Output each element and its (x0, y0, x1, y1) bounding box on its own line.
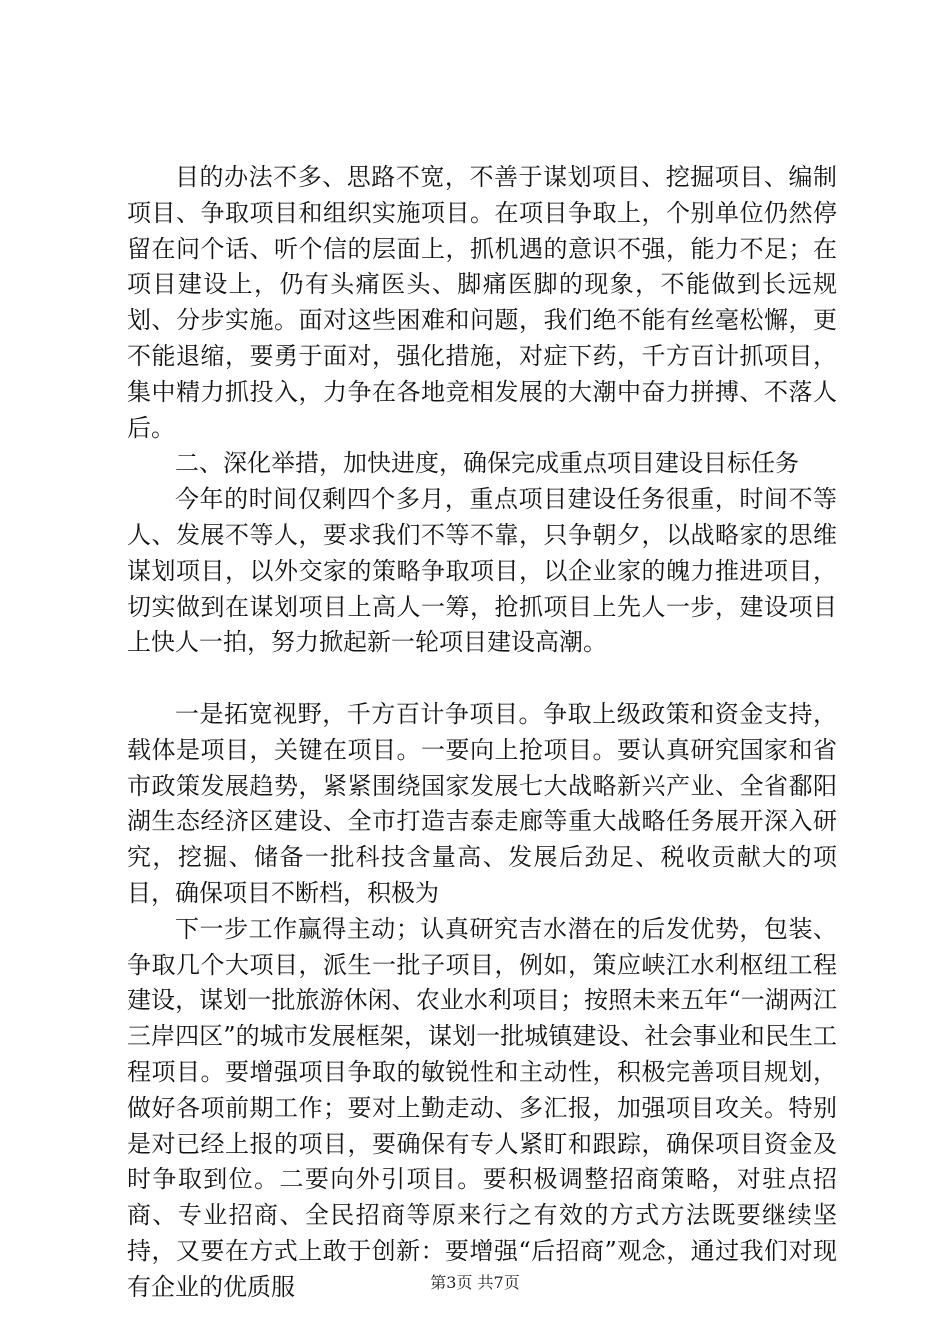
paragraph-next-step: 下一步工作赢得主动；认真研究吉水潜在的后发优势，包装、争取几个大项目，派生一批子项目，例如，策应峡江水利枢纽工程建设，谋划一批旅游休闲、农业水利项目；按照未来五年“一湖两江三岸四区”的城市发展框架，谋划一批城镇建设、社会事业和民生工程项目。要增强项目争取的敏锐性和主动性，积极完善项目规划，做好各项前期工作；要对上勤走动、多汇报，加强项目攻关。特别是对已经上报的项目，要确保有专人紧盯和跟踪，确保项目资金及时争取到位。二要向外引项目。要积极调整招商策略，对驻点招商、专业招商、全民招商等原来行之有效的方式方法既要继续坚持，又要在方式上敢于创新：要增强“后招商”观念，通过我们对现有企业的优质服 (127, 914, 837, 1301)
paragraph-expand-vision: 一是拓宽视野，千方百计争项目。争取上级政策和资金支持，载体是项目，关键在项目。一要向上抢项目。要认真研究国家和省市政策发展趋势，紧紧围绕国家发展七大战略新兴产业、全省鄱阳湖生态经济区建设、全市打造吉泰走廊等重大战略任务展开深入研究，挖掘、储备一批科技含量高、发展后劲足、税收贡献大的项目，确保项目不断档，积极为 (127, 699, 837, 907)
section-heading-2: 二、深化举措，加快进度，确保完成重点项目建设目标任务 (175, 449, 799, 478)
paragraph-time-remaining: 今年的时间仅剩四个多月，重点项目建设任务很重，时间不等人、发展不等人，要求我们不等不靠，只争朝夕，以战略家的思维谋划项目，以外交家的策略争取项目，以企业家的魄力推进项目，切实做到在谋划项目上高人一筹，抢抓项目上先人一步，建设项目上快人一拍，努力掀起新一轮项目建设高潮。 (127, 485, 837, 657)
page-footer: 第3页 共7页 (430, 1273, 520, 1292)
paragraph-problems: 目的办法不多、思路不宽，不善于谋划项目、挖掘项目、编制项目、争取项目和组织实施项目。在项目争取上，个别单位仍然停留在问个话、听个信的层面上，抓机遇的意识不强，能力不足；在项目建设上，仍有头痛医头、脚痛医脚的现象，不能做到长远规划、分步实施。面对这些困难和问题，我们绝不能有丝毫松懈，更不能退缩，要勇于面对，强化措施，对症下药，千方百计抓项目，集中精力抓投入，力争在各地竞相发展的大潮中奋力拼搏、不落人后。 (127, 163, 837, 442)
document-body (127, 160, 837, 1306)
